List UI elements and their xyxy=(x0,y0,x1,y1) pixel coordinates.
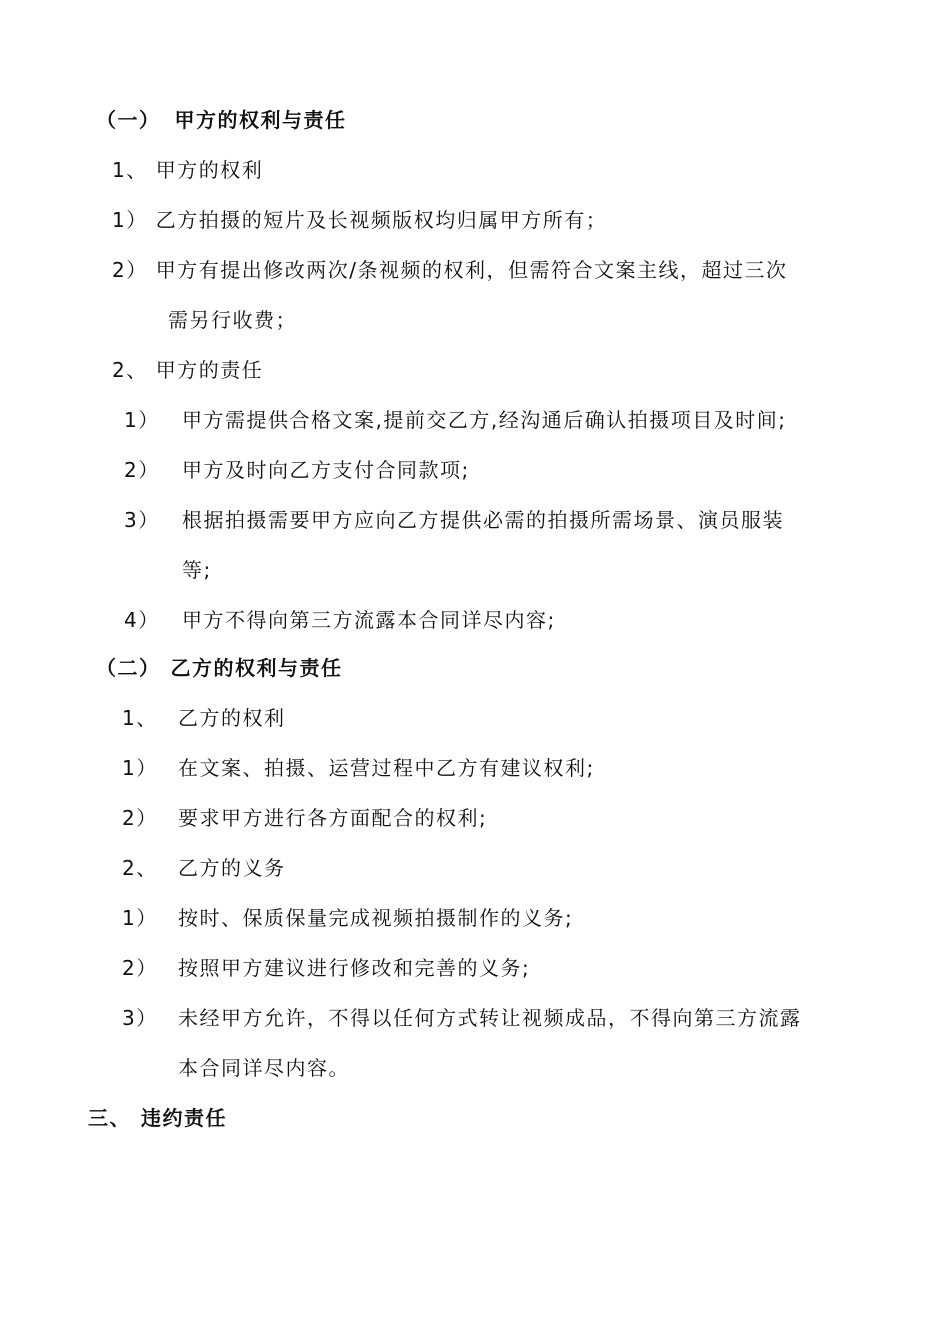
item-text: 按时、保质保量完成视频拍摄制作的义务; xyxy=(178,906,574,930)
item-title: 乙方的义务 xyxy=(178,856,286,880)
item-number: 2、 xyxy=(122,856,158,880)
section-a-title: 甲方的权利与责任 xyxy=(174,108,347,132)
list-item xyxy=(122,804,487,832)
item-number: 2） xyxy=(122,956,158,980)
list-item xyxy=(124,506,784,534)
list-item xyxy=(122,904,573,932)
item-title: 甲方的权利 xyxy=(155,158,264,182)
item-number: 2） xyxy=(122,806,158,830)
item-title: 乙方的权利 xyxy=(178,706,286,730)
item-number: 1） xyxy=(124,408,160,432)
list-item xyxy=(122,754,595,782)
item-number: 2） xyxy=(124,458,160,482)
item-number: 3） xyxy=(122,1006,158,1030)
item-text: 根据拍摄需要甲方应向乙方提供必需的拍摄所需场景、演员服装 xyxy=(182,508,784,532)
item-text: 未经甲方允许，不得以任何方式转让视频成品，不得向第三方流露 xyxy=(178,1006,802,1030)
list-item-continuation: 本合同详尽内容。 xyxy=(178,1056,350,1080)
item-text: 乙方拍摄的短片及长视频版权均归属甲方所有； xyxy=(155,208,608,232)
item-text: 在文案、拍摄、运营过程中乙方有建议权利; xyxy=(178,756,595,780)
list-item xyxy=(122,954,530,982)
section-c-heading xyxy=(88,1104,227,1132)
section-a-heading xyxy=(96,106,347,134)
item-text: 甲方不得向第三方流露本合同详尽内容; xyxy=(182,608,556,632)
section-a-duties-heading xyxy=(112,356,263,384)
item-text: 甲方需提供合格文案,提前交乙方,经沟通后确认拍摄项目及时间; xyxy=(182,408,787,432)
list-item xyxy=(124,606,556,634)
item-number: 4） xyxy=(124,608,160,632)
item-number: 1） xyxy=(112,208,148,232)
section-c-number: 三、 xyxy=(88,1106,131,1130)
list-item xyxy=(124,456,470,484)
list-item-continuation: 等; xyxy=(182,558,212,582)
section-b-duties-heading xyxy=(122,854,286,882)
item-title: 甲方的责任 xyxy=(155,358,264,382)
item-text: 甲方有提出修改两次/条视频的权利，但需符合文案主线，超过三次 xyxy=(155,258,788,282)
list-item xyxy=(112,256,787,284)
section-b-rights-heading xyxy=(122,704,286,732)
list-item-continuation: 需另行收费； xyxy=(168,308,297,332)
item-text: 按照甲方建议进行修改和完善的义务; xyxy=(178,956,531,980)
item-number: 1） xyxy=(122,756,158,780)
item-number: 3） xyxy=(124,508,160,532)
item-text: 甲方及时向乙方支付合同款项; xyxy=(182,458,470,482)
item-number: 1、 xyxy=(112,158,148,182)
list-item xyxy=(124,406,786,434)
section-b-number: （二） xyxy=(96,656,161,680)
item-text: 要求甲方进行各方面配合的权利; xyxy=(178,806,488,830)
section-c-title: 违约责任 xyxy=(141,1106,227,1130)
item-number: 2、 xyxy=(112,358,148,382)
section-a-rights-heading xyxy=(112,156,263,184)
section-b-title: 乙方的权利与责任 xyxy=(170,656,343,680)
item-number: 2） xyxy=(112,258,148,282)
item-number: 1、 xyxy=(122,706,158,730)
list-item xyxy=(122,1004,802,1032)
list-item xyxy=(112,206,607,234)
section-a-number: （一） xyxy=(96,108,161,132)
section-b-heading xyxy=(96,654,343,682)
item-number: 1） xyxy=(122,906,158,930)
